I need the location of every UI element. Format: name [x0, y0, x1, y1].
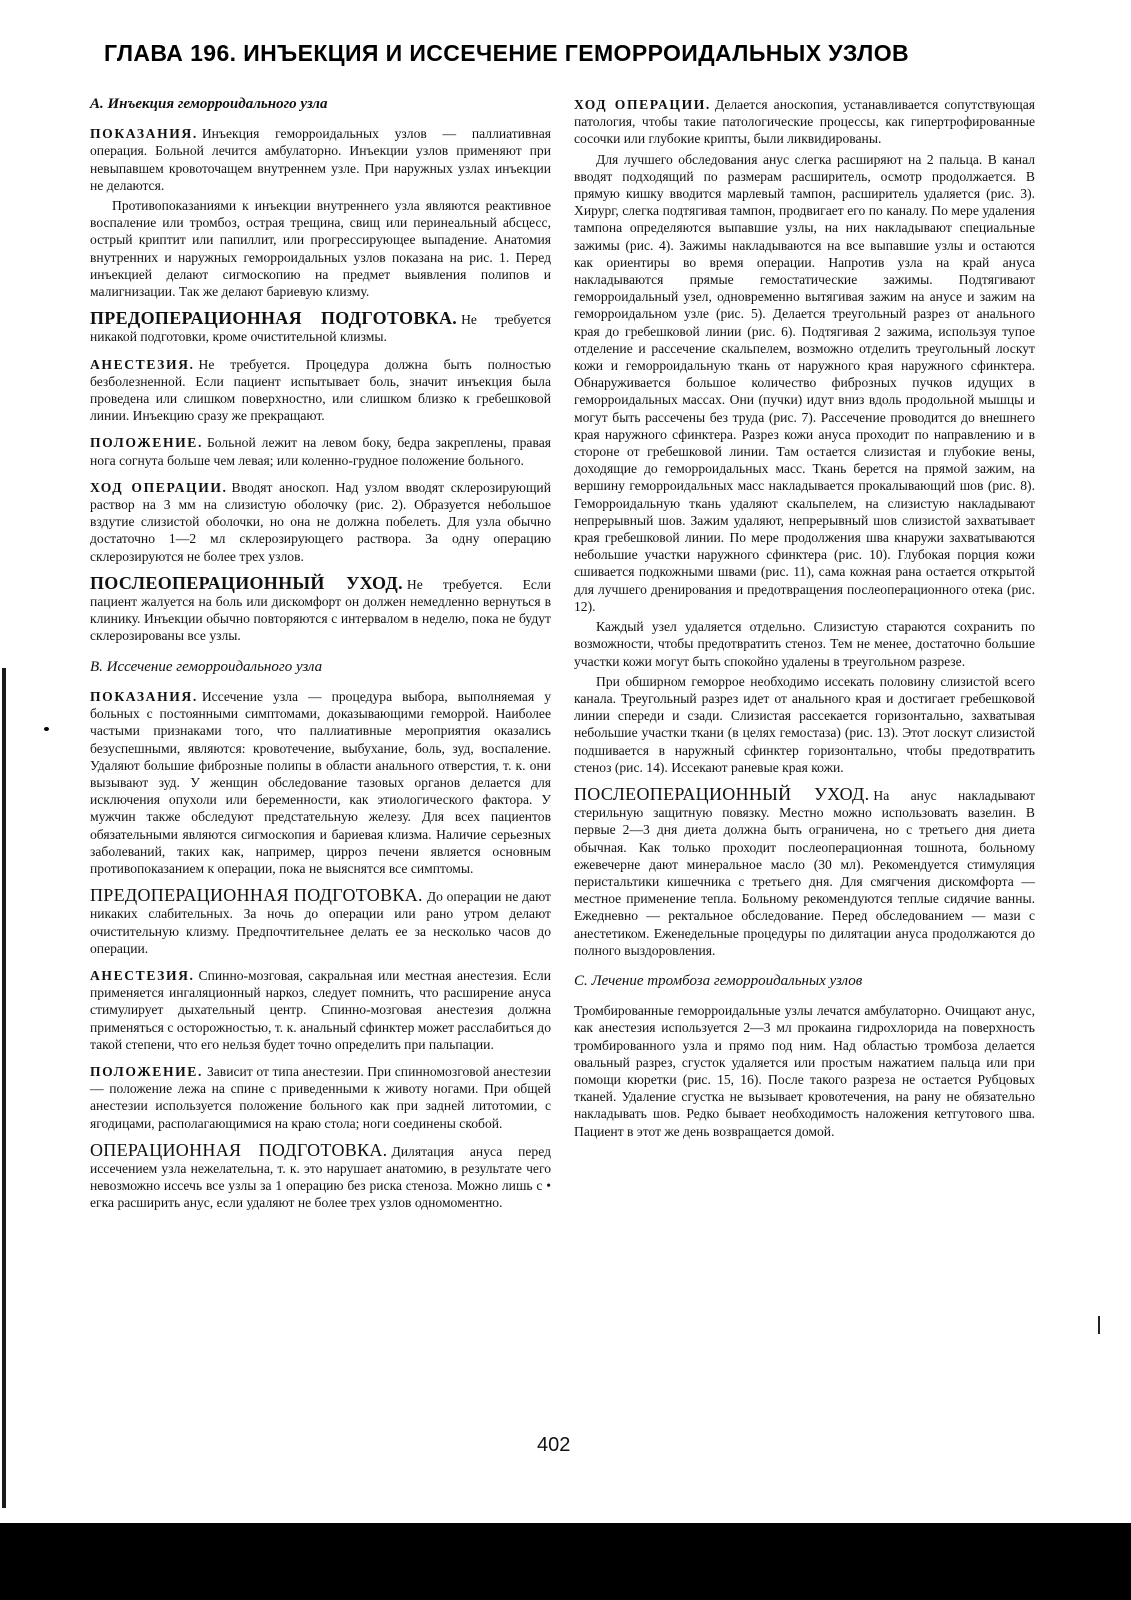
a-postop-paragraph: [90, 572, 551, 645]
b-postop-text: На анус накладывают стерильную защитную повязку. Местно можно использовать вазелин. В первые 2—3 дня диета должна быть ограничена, но с третьего дня диета обычная. Как только проходит послеоперационная тошнота, больному ежевечерне дают минеральное масло (30 мл). Рекомендуется стимуляция перистальтики кишечника с третьего дня. Для смягчения дискомфорта — местное применение тепла. Больному рекомендуются теплые сидячие ванны. Ежедневно — ректальное обследование. Перед обследованием — мази с анестетиком. Еженедельные процедуры по дилятации ануса продолжаются до полного выздоровления.: [574, 787, 1035, 958]
c-treatment-paragraph: Тромбированные геморроидальные узлы лечатся амбулаторно. Очищают анус, как анестезия используется 2—3 мл прокаина гидрохлорида на поверхность тромбированного узла и прямо под ним. Над областью тромбоза делается овальный разрез, сгусток удаляется или простым нажатием пальца или при помощи кюретки (рис. 15, 16). После такого разреза не остается Рубцовых тканей. Удаление сгустка не вызывает кровотечения, на рану не обязательно накладывать шов. Редко бывает необходимость наложения кетгутового шва. Пациент в этот же день возвращается домой.: [574, 1003, 1035, 1139]
a-operation-text: Вводят аноскоп. Над узлом вводят склерозирующий раствор на 3 мм на слизистую оболочку (рис. 2). Образуется небольшое вздутие слизистой оболочки, но она не должна побелеть. Для узла обычно достаточно 1—2 мл склерозирующего раствора. За одну операцию склерозируются не более трех узлов.: [90, 479, 551, 564]
a-preop-text: Не требуется никакой подготовки, кроме очистительной клизмы.: [90, 312, 551, 345]
page-number: 402: [537, 1434, 571, 1456]
b-position-paragraph: [90, 1063, 551, 1132]
a-indications-text: Инъекция геморроидальных узлов — паллиативная операция. Больной лечится амбулаторно. Инъекции узлов применяют при невыпавшем кровоточащем внутреннем узле. При наружных узлах инъекции не делаются.: [90, 126, 551, 193]
b-position-label: ПОЛОЖЕНИЕ.: [90, 1063, 203, 1079]
b-opprep-label: ОПЕРАЦИОННАЯ ПОДГОТОВКА.: [90, 1139, 388, 1160]
b-position-text: Зависит от типа анестезии. При спинномозговой анестезии — положение лежа на спине с приведенными к животу ногами. При общей анестезии используется положение больного как при задней литотомии, с ягодицами, располагающимися на краю стола; ноги соединены скобой.: [90, 1063, 551, 1131]
a-preop-paragraph: [90, 310, 551, 345]
b-operation-text: Делается аноскопия, устанавливается сопутствующая патология, чтобы такие патологические процессы, как гипертрофированные сосочки или глубокие крипты, были ликвидированы.: [574, 97, 1036, 147]
b-preop-label: ПРЕДОПЕРАЦИОННАЯ ПОДГОТОВКА.: [90, 885, 423, 906]
b-indications-label: ПОКАЗАНИЯ.: [90, 688, 198, 704]
a-operation-label: ХОД ОПЕРАЦИИ.: [90, 479, 228, 495]
a-preop-label: ПРЕДОПЕРАЦИОННАЯ ПОДГОТОВКА.: [90, 308, 458, 329]
a-operation-paragraph: [90, 479, 551, 565]
a-indications-paragraph: [90, 125, 551, 194]
section-a-heading: А. Инъекция геморроидального узла: [90, 96, 328, 112]
scan-edge-mark: [2, 668, 6, 1508]
a-anesthesia-label: АНЕСТЕЗИЯ.: [90, 356, 195, 372]
b-preop-text: До операции не дают никаких слабительных. За ночь до операции или рано утром делают очистительную клизму. Предпочтительнее делать ее за несколько часов до операции.: [90, 889, 551, 956]
a-indications-label: ПОКАЗАНИЯ.: [90, 126, 198, 142]
scan-bottom-border: [0, 1523, 1131, 1600]
b-anesthesia-text: Спинно-мозговая, сакральная или местная анестезия. Если применяется ингаляционный наркоз, следует помнить, что расширение ануса стимулирует дыхательный центр. Спинно-мозговая анестезия должна применяться с осторожностью, т. к. анальный сфинктер может расслабиться до такой степени, что его нельзя будет точно определить при пальпации.: [90, 967, 551, 1052]
a-anesthesia-paragraph: [90, 356, 551, 425]
scan-speck: [44, 727, 49, 731]
a-contraindications-paragraph: Противопоказаниями к инъекции внутреннего узла являются реактивное воспаление или тромбоз, острая трещина, свищ или перинеальный абсцесс, острый криптит или папиллит, или прогрессирующее выпадение. Анатомия внутренних и наружных геморроидальных узлов показана на рис. 1. Перед инъекцией делают сигмоскопию на предмет выявления полипов и малигнизации. Так же делают бариевую клизму.: [90, 198, 551, 300]
b-preop-paragraph: [90, 887, 551, 957]
scan-edge-mark-right: [1098, 1316, 1100, 1334]
page-title: ГЛАВА 196. ИНЪЕКЦИЯ И ИССЕЧЕНИЕ ГЕМОРРОИДАЛЬНЫХ УЗЛОВ: [104, 40, 910, 66]
b-opprep-paragraph: [90, 1139, 551, 1212]
b-operation-label: ХОД ОПЕРАЦИИ.: [574, 97, 711, 112]
a-postop-label: ПОСЛЕОПЕРАЦИОННЫЙ УХОД.: [90, 572, 403, 593]
section-c-heading: С. Лечение тромбоза геморроидальных узлов: [574, 972, 863, 989]
b-anesthesia-label: АНЕСТЕЗИЯ.: [90, 967, 195, 983]
b-postop-label: ПОСЛЕОПЕРАЦИОННЫЙ УХОД.: [574, 783, 870, 804]
left-column: [90, 96, 551, 1212]
b-postop-paragraph: [574, 783, 1035, 959]
a-anesthesia-text: Не требуется. Процедура должна быть полностью безболезненной. Если пациент испытывает боль, значит инъекция была проведена или слишком поверхностно, или слишком близко к гребешковой линии. Инъекцию сразу же прекращают.: [90, 356, 551, 424]
a-position-label: ПОЛОЖЕНИЕ.: [90, 435, 203, 451]
b-operation-extensive-paragraph: При обширном геморрое необходимо иссекать половину слизистой всего канала. Треугольный разрез идет от анального края и достигает гребешковой линии спереди и сзади. Слизистая рассекается горизонтально, захватывая небольшие участки ткани (в целях гемостаза) (рис. 13). Этот лоскут слизистой подшивается в наружный сфинктер горизонтально, чтобы предотвратить стеноз (рис. 14). Иссекают раневые края кожи.: [574, 673, 1035, 775]
b-operation-paragraph: [574, 96, 1035, 148]
a-position-paragraph: [90, 434, 551, 468]
section-b-heading: В. Иссечение геморроидального узла: [90, 658, 323, 675]
b-indications-text: Иссечение узла — процедура выбора, выполняемая у больных с постоянными симптомами, доказывающими геморрой. Наиболее частыми признаками того, что паллиативные мероприятия оказались безуспешными, являются: кровотечение, выбухание, боль, зуд, воспаление. Удаляют большие фиброзные полипы в области анального отверстия, т. к. они вызывают зуд. У женщин обследование тазовых органов делается для исключения опухоли или беременности, как этиологического фактора. У мужчин также обследуют предстательную железу. Для всех пациентов обязательными являются сигмоскопия и бариевая клизма. Наличие серьезных заболеваний, таких как, например, цирроз печени является основным противопоказанием к операции, пока не выяснятся все симптомы.: [90, 688, 551, 876]
b-operation-detail-paragraph: Для лучшего обследования анус слегка расширяют на 2 пальца. В канал вводят подходящий по размерам расширитель, осмотр продолжается. В прямую кишку вводится марлевый тампон, расширитель удаляется (рис. 3). Хирург, слегка подтягивая тампон, продвигает его по каналу. По мере удаления тампона определяются выпавшие узлы, на них накладывают специальные зажимы (рис. 4). Зажимы накладываются на все выпавшие узлы и остаются как ориентиры во время операции. Напротив узла на край ануса накладываются прямые гемостатические зажимы. Подтягивают геморроидальный узел, одновременно вытягивая зажим на анусе и зажим на геморроидальном узле (рис. 5). Делается треугольный разрез от анального края до гребешковой линии (рис. 6). Подтягивая 2 зажима, используя тупое отделение и рассечение скальпелем, возможно отделить треугольный лоскут кожи и геморроидальную ткань от наружного края наружного сфинктера. Обнаруживается большое количество фиброзных пучков идущих в геморроидальных массах. Они (пучки) идут вниз вдоль продольной мышцы и могут быть рассечены без труда (рис. 7). Рассечение проводится до внешнего края наружного сфинктера. Разрез кожи ануса проходит по направлению и в стороне от гребешковой линии. Там остается слизистая и глубокие вены, доходящие до геморроидальных масс. Ткань берется на прямой зажим, на вершину геморроидальных масс накладывается прокалывающий шов (рис. 8). Геморроидальную ткань удаляют скальпелем, на слизистую накладывают непрерывный шов. Зажим удаляют, непрерывный шов слизистой захватывает края гребешковой линии. По мере продолжения шва кнаружи захватываются небольшие участки наружного сфинктера (рис. 10). Глубокая порция кожи сшивается подкожными швами (рис. 11), сама кожная рана остается открытой для лучшего дренирования и предотвращения послеоперационного отека (рис. 12).: [574, 151, 1035, 614]
b-operation-each-node-paragraph: Каждый узел удаляется отдельно. Слизистую стараются сохранить по возможности, чтобы предотвратить стеноз. Тем не менее, достаточно большие участки кожи могут быть спокойно удалены в треугольном разрезе.: [574, 619, 1035, 669]
b-opprep-text: Дилятация ануса перед иссечением узла нежелательна, т. к. это нарушает анатомию, в результате чего невозможно иссечь все узлы за 1 операцию без риска стеноза. Можно лишь с • егка расширить анус, если удаляют не более трех узлов одномоментно.: [90, 1143, 551, 1211]
b-anesthesia-paragraph: [90, 967, 551, 1053]
b-indications-paragraph: [90, 688, 551, 877]
a-position-text: Больной лежит на левом боку, бедра закреплены, правая нога согнута больше чем левая; или коленно-грудное положение больного.: [90, 435, 551, 468]
a-postop-text: Не требуется. Если пациент жалуется на боль или дискомфорт он должен немедленно вернуться в клинику. Инъекции обычно повторяются с интервалом в неделю, пока не будут склерозированы все узлы.: [90, 576, 551, 644]
right-column: [574, 96, 1035, 1140]
